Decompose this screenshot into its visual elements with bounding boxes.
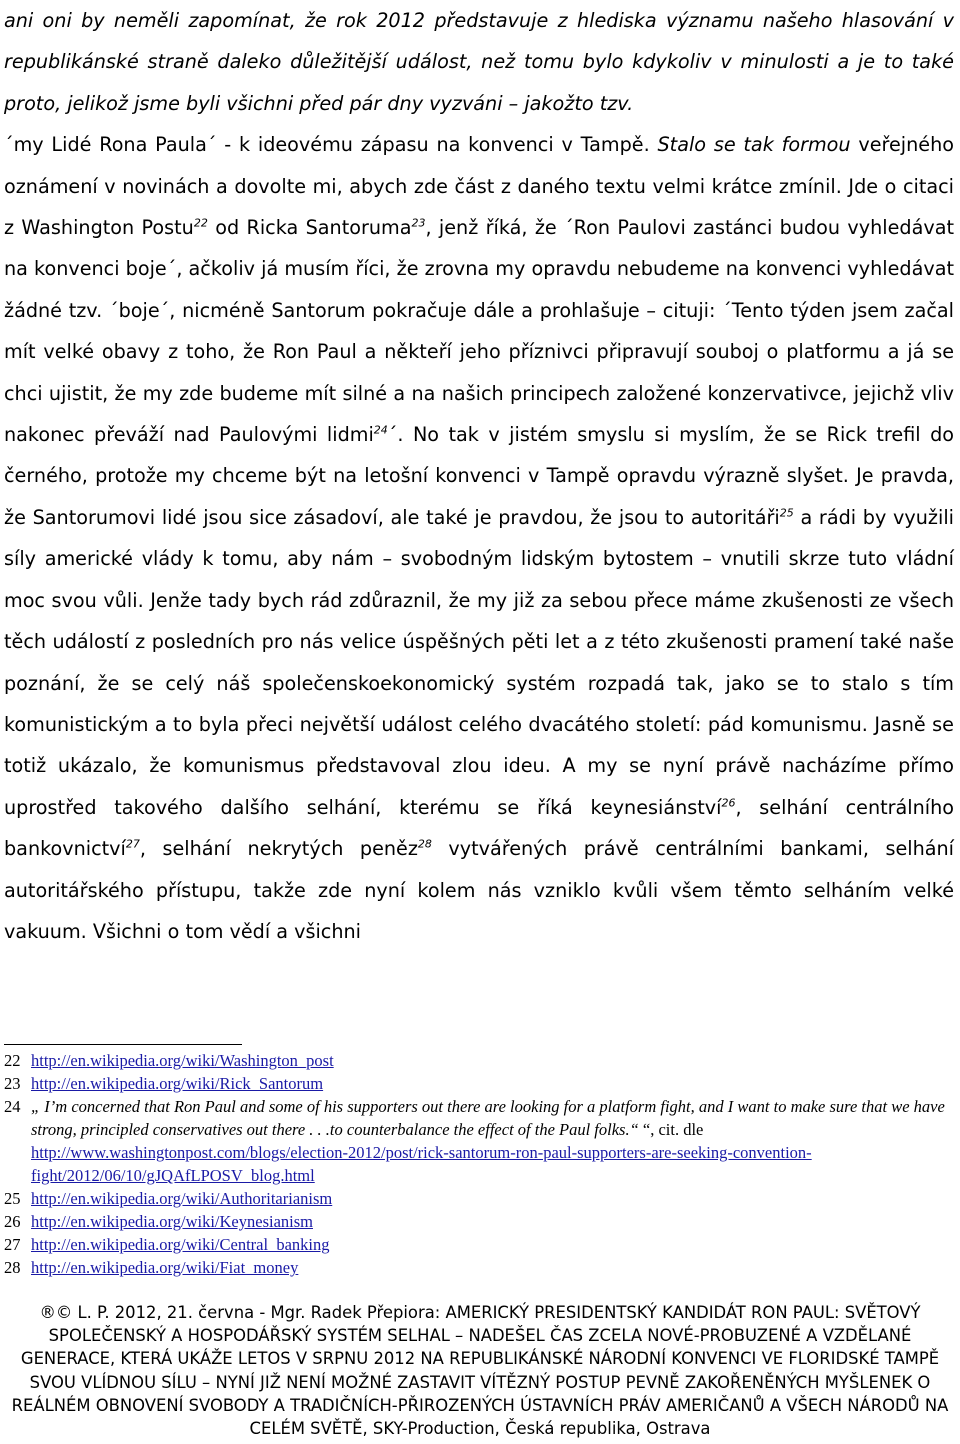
text-run: , selhání centrálního bankovnictví — [4, 795, 954, 861]
text-run: od Ricka Santoruma — [207, 216, 412, 240]
text-run: ´. No tak v jistém smyslu si myslím, že se Rick trefil do černého, protože my chceme být na letošní konvenci v Tampě opravdu výrazně slyšet. Je pravda, že Santorumovi lidé jsou sice zásadoví, ale také je pravdou, že jsou to autoritáři — [4, 423, 954, 529]
footnote-number: 25 — [4, 1189, 21, 1208]
footnote-ref-25[interactable]: 25 — [779, 506, 794, 520]
footnote-28 — [4, 1256, 954, 1279]
footnote-24 — [4, 1095, 954, 1187]
footnote-link[interactable]: http://en.wikipedia.org/wiki/Authoritarianism — [31, 1189, 333, 1208]
footnote-26 — [4, 1210, 954, 1233]
text-run: a rádi by využili síly americké vlády k tomu, aby nám – svobodným lidským bytostem – vnutili skrze tuto vládní moc svou vůli. Jenže tady bych rád zdůraznil, že my již za sebou přece máme zkušenosti ze všech těch událostí z posledních pro nás velice úspěšných pěti let a z této zkušenosti pramení také naše poznání, že se celý náš společenskoekonomický systém rozpadá tak, jako se to stalo s tím komunistickým a to byla přeci největší událost celého dvacátého století: pád komunismu. Jasně se totiž ukázalo, že komunismus představoval zlou ideu. A my se nyní právě nacházíme přímo uprostřed takového dalšího selhání, kterému se říká keynesiánství — [4, 505, 954, 819]
footnote-quote: „ I’m concerned that Ron Paul and some of his supporters out there are looking for a platform fight, and I want to make sure that we have strong, principled conservatives out there . . .to counterbalance the effect of the Paul folks.“ — [31, 1097, 945, 1139]
body-text — [4, 0, 954, 952]
footnote-link[interactable]: http://en.wikipedia.org/wiki/Washington_post — [31, 1051, 334, 1070]
footnote-ref-27[interactable]: 27 — [125, 837, 140, 851]
text-run: Stalo se tak formou — [649, 133, 859, 157]
footnote-number: 23 — [4, 1074, 21, 1093]
footnote-number: 22 — [4, 1051, 21, 1070]
footnote-25 — [4, 1187, 954, 1210]
text-run: ´my Lidé Rona Paula´ - k ideovému zápasu na konvenci v Tampě. — [4, 133, 650, 157]
footnote-separator — [4, 1044, 242, 1045]
footnote-22 — [4, 1049, 954, 1072]
footnote-number: 27 — [4, 1235, 21, 1254]
footnote-27 — [4, 1233, 954, 1256]
text-run: veřejného oznámení v novinách a dovolte mi, abych zde část z daného textu velmi krátce zmínil. Jde o citaci z Washington Postu — [4, 133, 955, 240]
text-run: ani oni by neměli zapomínat, že rok 2012 představuje z hlediska významu našeho hlasování v republikánské straně daleko důležitější událost, než tomu bylo kdykoliv v minulosti a je to také proto, jelikož jsme byli všichni před pár dny vyzváni – jakožto tzv. — [4, 9, 954, 115]
footnote-ref-28[interactable]: 28 — [417, 837, 432, 851]
footnote-link[interactable]: http://www.washingtonpost.com/blogs/election-2012/post/rick-santorum-ron-paul-supporters-are-seeking-convention-fight/2012/06/10/gJQAfLPOSV_blog.html — [31, 1143, 812, 1185]
page-footer: ®© L. P. 2012, 21. června - Mgr. Radek Přepiora: AMERICKÝ PRESIDENTSKÝ KANDIDÁT RON PAUL: SVĚTOVÝ SPOLEČENSKÝ A HOSPODÁŘSKÝ SYSTÉM SELHAL – NADEŠEL ČAS ZCELA NOVÉ-PROBUZENÉ A VZDĚLANÉ GENERACE, KTERÁ UKÁŽE LETOS V SRPNU 2012 NA REPUBLIKÁNSKÉ NÁRODNÍ KONVENCI VE FLORIDSKÉ TAMPĚ SVOU VLÍDNOU SÍLU – NYNÍ JIŽ NENÍ MOŽNÉ ZASTAVIT VÍTĚZNÝ POSTUP PEVNĚ ZAKOŘENĚNÝCH MYŠLENEK O REÁLNÉM OBNOVENÍ SVOBODY A TRADIČNÍCH-PŘIROZENÝCH ÚSTAVNÍCH PRÁV AMERIČANŮ A VŠECH NÁRODŮ NA CELÉM SVĚTĚ, SKY-Production, Česká republika, Ostrava — [11, 1303, 949, 1439]
text-run: , selhání nekrytých peněz — [139, 837, 418, 861]
footnote-link[interactable]: http://en.wikipedia.org/wiki/Rick_Santorum — [31, 1074, 324, 1093]
footnote-number: 24 — [4, 1097, 21, 1116]
footnote-number: 28 — [4, 1258, 21, 1277]
text-run: , jenž říká, že ´Ron Paulovi zastánci budou vyhledávat na konvenci boje´, ačkoliv já musím říci, že zrovna my opravdu nebudeme na konvenci vyhledávat žádné tzv. ´boje´, nicméně Santorum pokračuje dále a prohlašuje – cituji: ´Tento týden jsem začal mít velké obavy z toho, že Ron Paul a někteří jeho příznivci připravují souboj o platformu a já se chci ujistit, že my zde budeme mít silné a na našich principech založené konzervativce, jejichž vliv nakonec převáží nad Paulovými lidmi — [4, 216, 954, 447]
footnote-link[interactable]: http://en.wikipedia.org/wiki/Keynesianism — [31, 1212, 313, 1231]
footnote-link[interactable]: http://en.wikipedia.org/wiki/Central_banking — [31, 1235, 330, 1254]
footnote-ref-22[interactable]: 22 — [193, 216, 208, 230]
footnote-ref-24[interactable]: 24 — [373, 423, 388, 437]
text-run: vytvářených právě centrálními bankami, selhání autoritářského přístupu, takže zde nyní kolem nás vzniklo kvůli všem těmto selháním velké vakuum. Všichni o tom vědí a všichni — [4, 837, 954, 943]
footnote-citation: “, cit. dle — [642, 1120, 704, 1139]
footnote-ref-26[interactable]: 26 — [721, 796, 736, 810]
body-paragraph — [4, 0, 954, 952]
footnote-ref-23[interactable]: 23 — [411, 216, 426, 230]
footnote-link[interactable]: http://en.wikipedia.org/wiki/Fiat_money — [31, 1258, 299, 1277]
footnote-number: 26 — [4, 1212, 21, 1231]
footnote-23 — [4, 1072, 954, 1095]
